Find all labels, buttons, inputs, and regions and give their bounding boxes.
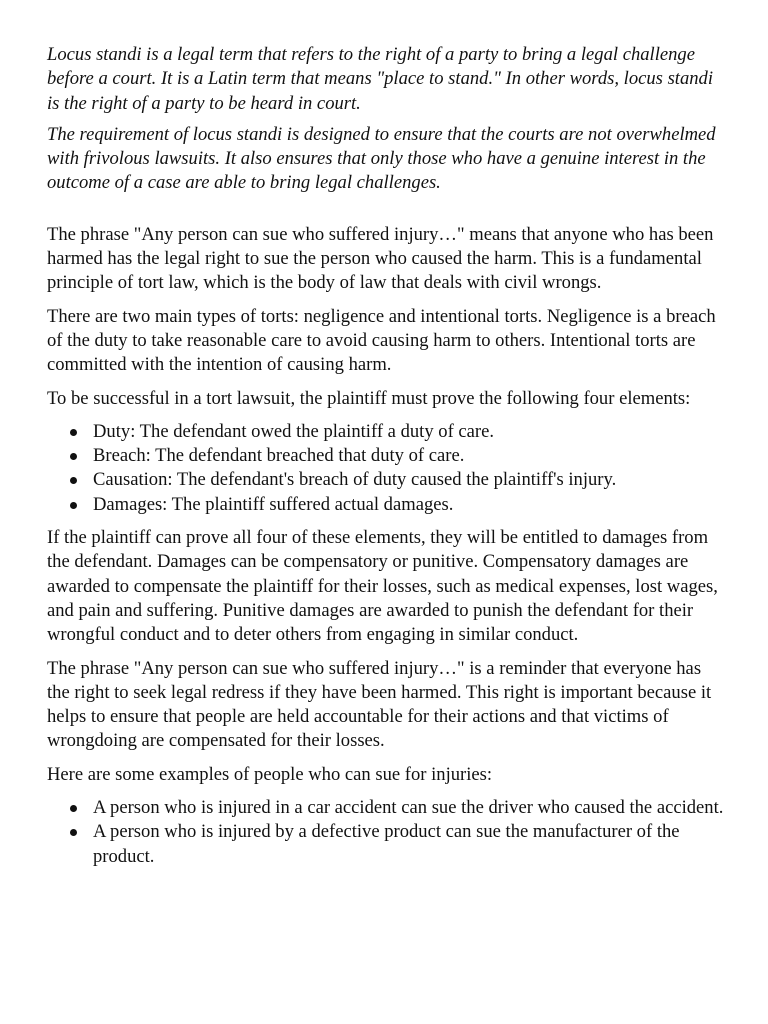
paragraph-types-of-torts: There are two main types of torts: negligence and intentional torts. Negligence is a breach of the duty to take reasonable care to avoid causing harm to others. Intentional torts are committed with the intention of causing harm. bbox=[47, 305, 716, 376]
list-item bbox=[93, 820, 727, 869]
list-item bbox=[93, 444, 727, 468]
bullet-icon bbox=[70, 502, 77, 509]
bullet-icon bbox=[70, 477, 77, 484]
intro-paragraph: Locus standi is a legal term that refers to the right of a party to bring a legal challenge before a court. It is a Latin term that means "place to stand." In other words, locus standi is the right of a party to be heard in court. bbox=[47, 44, 714, 114]
paragraph-reminder: The phrase "Any person can sue who suffered injury…" is a reminder that everyone has the right to seek legal redress if they have been harmed. This right is important because it helps to ensure that people are held accountable for their actions and that victims of wrongdoing are compensated for their losses. bbox=[47, 657, 712, 752]
list-item bbox=[93, 493, 727, 517]
intro-paragraph: The requirement of locus standi is designed to ensure that the courts are not overwhelmed with frivolous lawsuits. It also ensures that only those who have a genuine interest in the outcome of a case are able to bring legal challenges. bbox=[47, 123, 716, 194]
list-item bbox=[93, 796, 727, 820]
list-item-text: A person who is injured by a defective product can sue the manufacturer of the product. bbox=[93, 821, 680, 867]
body-section bbox=[47, 223, 727, 869]
list-item-text: Causation: The defendant's breach of duty caused the plaintiff's injury. bbox=[93, 469, 617, 491]
bullet-icon bbox=[70, 829, 77, 836]
bullet-icon bbox=[70, 429, 77, 436]
paragraph-damages: If the plaintiff can prove all four of these elements, they will be entitled to damages from the defendant. Damages can be compensatory or punitive. Compensatory damages are awarded to compensate the plaintiff for their losses, such as medical expenses, lost wages, and pain and suffering. Punitive damages are awarded to punish the defendant for their wrongful conduct and to deter others from engaging in similar conduct. bbox=[47, 527, 718, 646]
elements-list bbox=[47, 420, 727, 517]
list-item bbox=[93, 468, 727, 492]
list-item-text: Breach: The defendant breached that duty of care. bbox=[93, 445, 465, 467]
paragraph-four-elements-intro: To be successful in a tort lawsuit, the plaintiff must prove the following four elements: bbox=[47, 387, 691, 409]
paragraph-tort-principle: The phrase "Any person can sue who suffered injury…" means that anyone who has been harmed has the legal right to sue the person who caused the harm. This is a fundamental principle of tort law, which is the body of law that deals with civil wrongs. bbox=[47, 223, 714, 294]
examples-list bbox=[47, 796, 727, 869]
list-item-text: Damages: The plaintiff suffered actual damages. bbox=[93, 493, 454, 515]
bullet-icon bbox=[70, 453, 77, 460]
document-page bbox=[47, 43, 727, 878]
list-item-text: Duty: The defendant owed the plaintiff a duty of care. bbox=[93, 420, 495, 442]
intro-section bbox=[47, 43, 727, 196]
bullet-icon bbox=[70, 805, 77, 812]
list-item bbox=[93, 420, 727, 444]
paragraph-examples-intro: Here are some examples of people who can sue for injuries: bbox=[47, 763, 493, 785]
list-item-text: A person who is injured in a car accident can sue the driver who caused the accident. bbox=[93, 797, 724, 819]
